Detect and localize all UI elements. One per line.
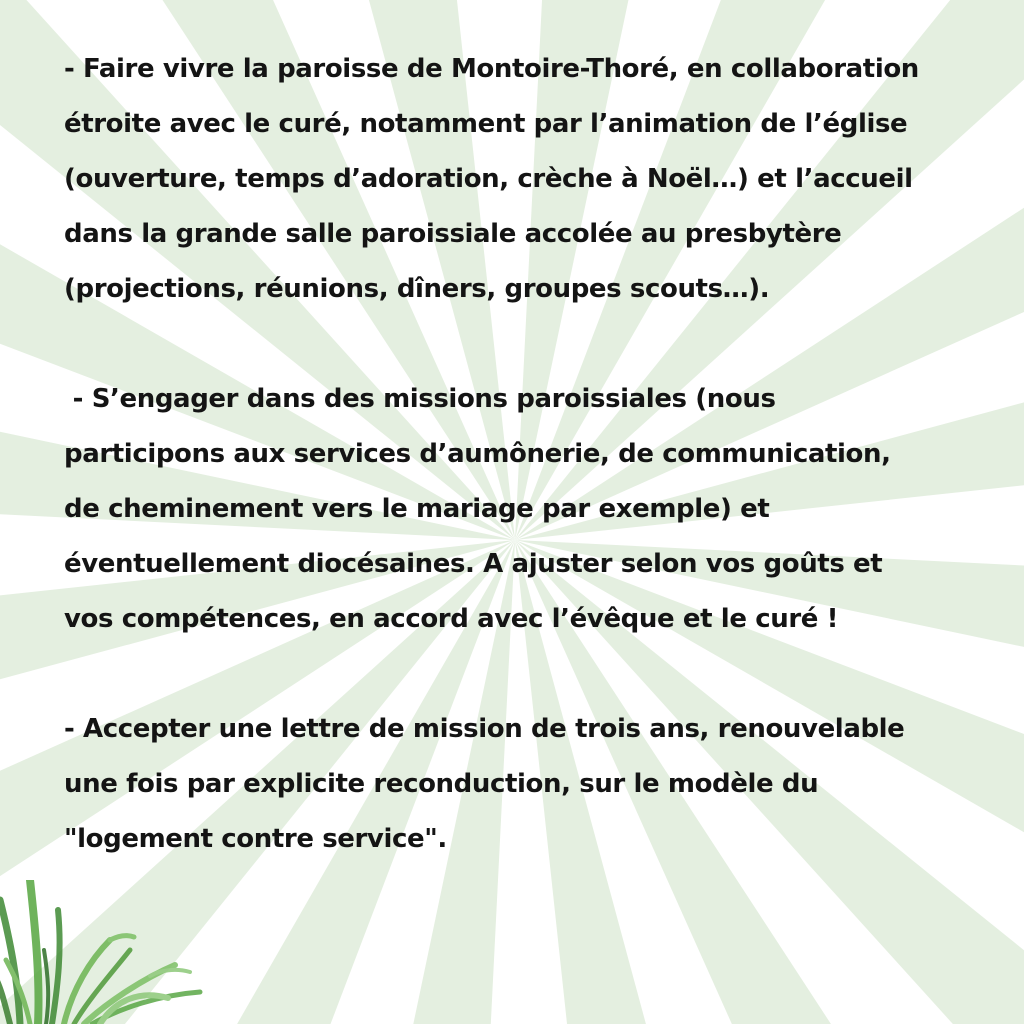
text-line: de cheminement vers le mariage par exemple) et: [64, 494, 770, 524]
text-line: - Accepter une lettre de mission de trois ans, renouvelable: [64, 714, 905, 744]
text-line: (ouverture, temps d’adoration, crèche à Noël…) et l’accueil: [64, 164, 913, 194]
watercolor-grass-icon: [0, 880, 210, 1024]
mission-text: [64, 42, 1012, 867]
text-line: une fois par explicite reconduction, sur le modèle du: [64, 769, 819, 799]
text-line: (projections, réunions, dîners, groupes scouts…).: [64, 274, 770, 304]
text-line: - Faire vivre la paroisse de Montoire-Thoré, en collaboration: [64, 54, 919, 84]
paragraph-parish-life: [64, 42, 1012, 317]
paragraph-mission-letter: [64, 702, 1012, 867]
text-line: participons aux services d’aumônerie, de communication,: [64, 439, 891, 469]
text-line: dans la grande salle paroissiale accolée au presbytère: [64, 219, 842, 249]
text-line: - S’engager dans des missions paroissiales (nous: [64, 384, 776, 414]
text-line: "logement contre service".: [64, 824, 447, 854]
text-line: éventuellement diocésaines. A ajuster selon vos goûts et: [64, 549, 883, 579]
text-line: étroite avec le curé, notamment par l’animation de l’église: [64, 109, 908, 139]
text-line: vos compétences, en accord avec l’évêque et le curé !: [64, 604, 839, 634]
paragraph-parish-missions: [64, 372, 1012, 647]
